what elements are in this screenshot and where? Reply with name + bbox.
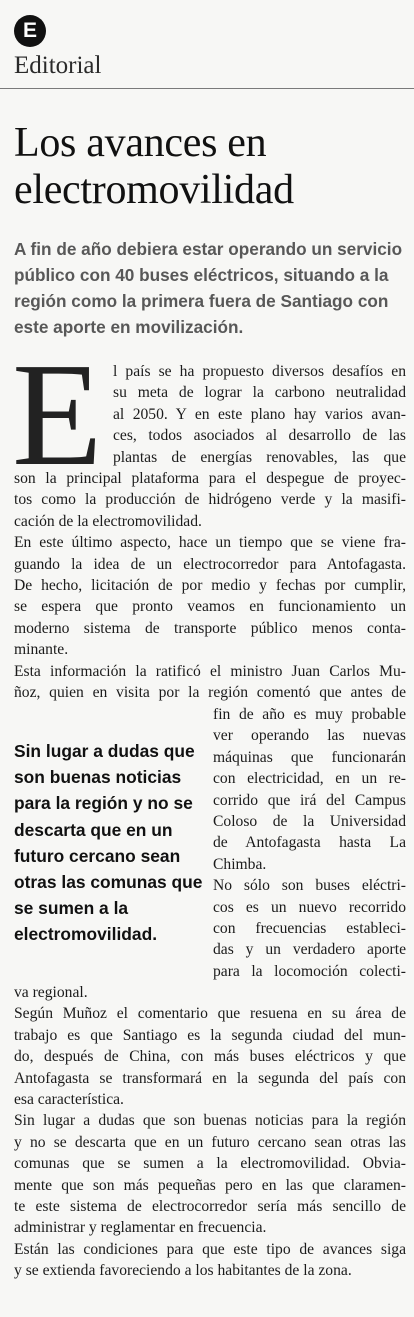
text-line: al 2050. Y en este plano hay varios avan- [113,405,406,423]
text-line: con electricidad, en un re- [213,770,406,788]
text-line: te este sistema de electrocorredor sería más sencillo de [14,1198,406,1216]
text-line: cos es un nuevo recorrido [213,898,406,916]
text-line: De hecho, licitación de por medio y fechas por cumplir, [14,577,406,595]
text-line: do, después de China, con más buses eléctricos y que [14,1048,406,1066]
text-line: plantas de energías renovables, las que [113,448,406,466]
text-line: y se extienda favoreciendo a los habitantes de la zona. [14,1262,352,1280]
text-line: No sólo son buses eléctri- [213,877,406,895]
text-line: Chimba. [213,855,267,873]
text-line: l país se ha propuesto diversos desafíos en [113,363,406,380]
text-line: Antofagasta se transformará en la segunda del país con [14,1069,406,1087]
text-line: comunas que se sumen a la electromovilidad. Obvia- [14,1155,406,1173]
text-line: administrar y reglamentar en frecuencia. [14,1219,267,1237]
text-line: En este último aspecto, hace un tiempo que se viene fra- [14,534,406,552]
text-line: y no se descarta que en un futuro cercano sean otras las [14,1133,406,1151]
text-line: trabajo es que Santiago es la segunda ciudad del mun- [14,1026,406,1044]
text-line: Esta información la ratificó el ministro Juan Carlos Mu- [14,662,406,680]
body-lines-a [14,468,406,703]
text-line: para la locomoción colecti- [213,962,406,980]
body-lines-b [14,982,406,1282]
text-line: ñoz, quien en visita por la región comentó que antes de [14,684,406,702]
text-line: ver operando las nuevas [213,727,406,745]
text-line: mente que son más pequeñas pero en las que claramen- [14,1176,406,1194]
text-line: Están las condiciones para que este tipo de avances siga [14,1240,406,1258]
section-label: Editorial [14,52,102,79]
text-line: tos como la producción de hidrógeno verde y la masifi- [14,491,406,509]
column-lines [213,704,406,982]
text-line: Según Muñoz el comentario que resuena en su área de [14,1005,406,1023]
text-line: guando la idea de un electrocorredor para Antofagasta. [14,555,406,573]
headline: Los avances en electromovilidad [14,120,294,213]
text-line: máquinas que funcionarán [213,748,406,766]
text-line: Coloso de la Universidad [213,813,406,831]
text-line: cación de la electromovilidad. [14,512,202,530]
text-line: corrido que irá del Campus [213,791,406,809]
pull-quote: Sin lugar a dudas que son buenas noticias para la región y no se descarta que en un futuro cercano sean otras las comunas que se sumen a la electromovilidad. [14,741,203,945]
text-line: se espera que pronto veamos en funcionamiento un [14,598,406,616]
section-badge: E [14,15,46,47]
text-line: moderno sistema de transporte público menos conta- [14,619,406,637]
drop-cap: E [12,333,103,497]
text-line: con frecuencias estableci- [213,920,406,938]
lead-paragraph: A fin de año debiera estar operando un servicio público con 40 buses eléctricos, situando a la región como la primera fuera de Santiago con este aporte en movilización. [14,239,403,337]
header-divider [0,88,414,89]
text-line: fin de año es muy probable [213,706,406,723]
text-line: de Antofagasta hasta La [213,834,406,852]
text-line: va regional. [14,984,88,1001]
text-line: esa característica. [14,1091,124,1109]
text-line: minante. [14,641,69,659]
text-line: Sin lugar a dudas que son buenas noticias para la región [14,1112,406,1130]
text-line: ces, todos asociados al desarrollo de las [113,427,406,445]
text-line: das y un verdadero aporte [213,941,406,959]
text-line: su meta de lograr la carbono neutralidad [113,384,406,402]
text-line: son la principal plataforma para el despegue de proyec- [14,470,406,487]
intro-lines [113,361,406,468]
